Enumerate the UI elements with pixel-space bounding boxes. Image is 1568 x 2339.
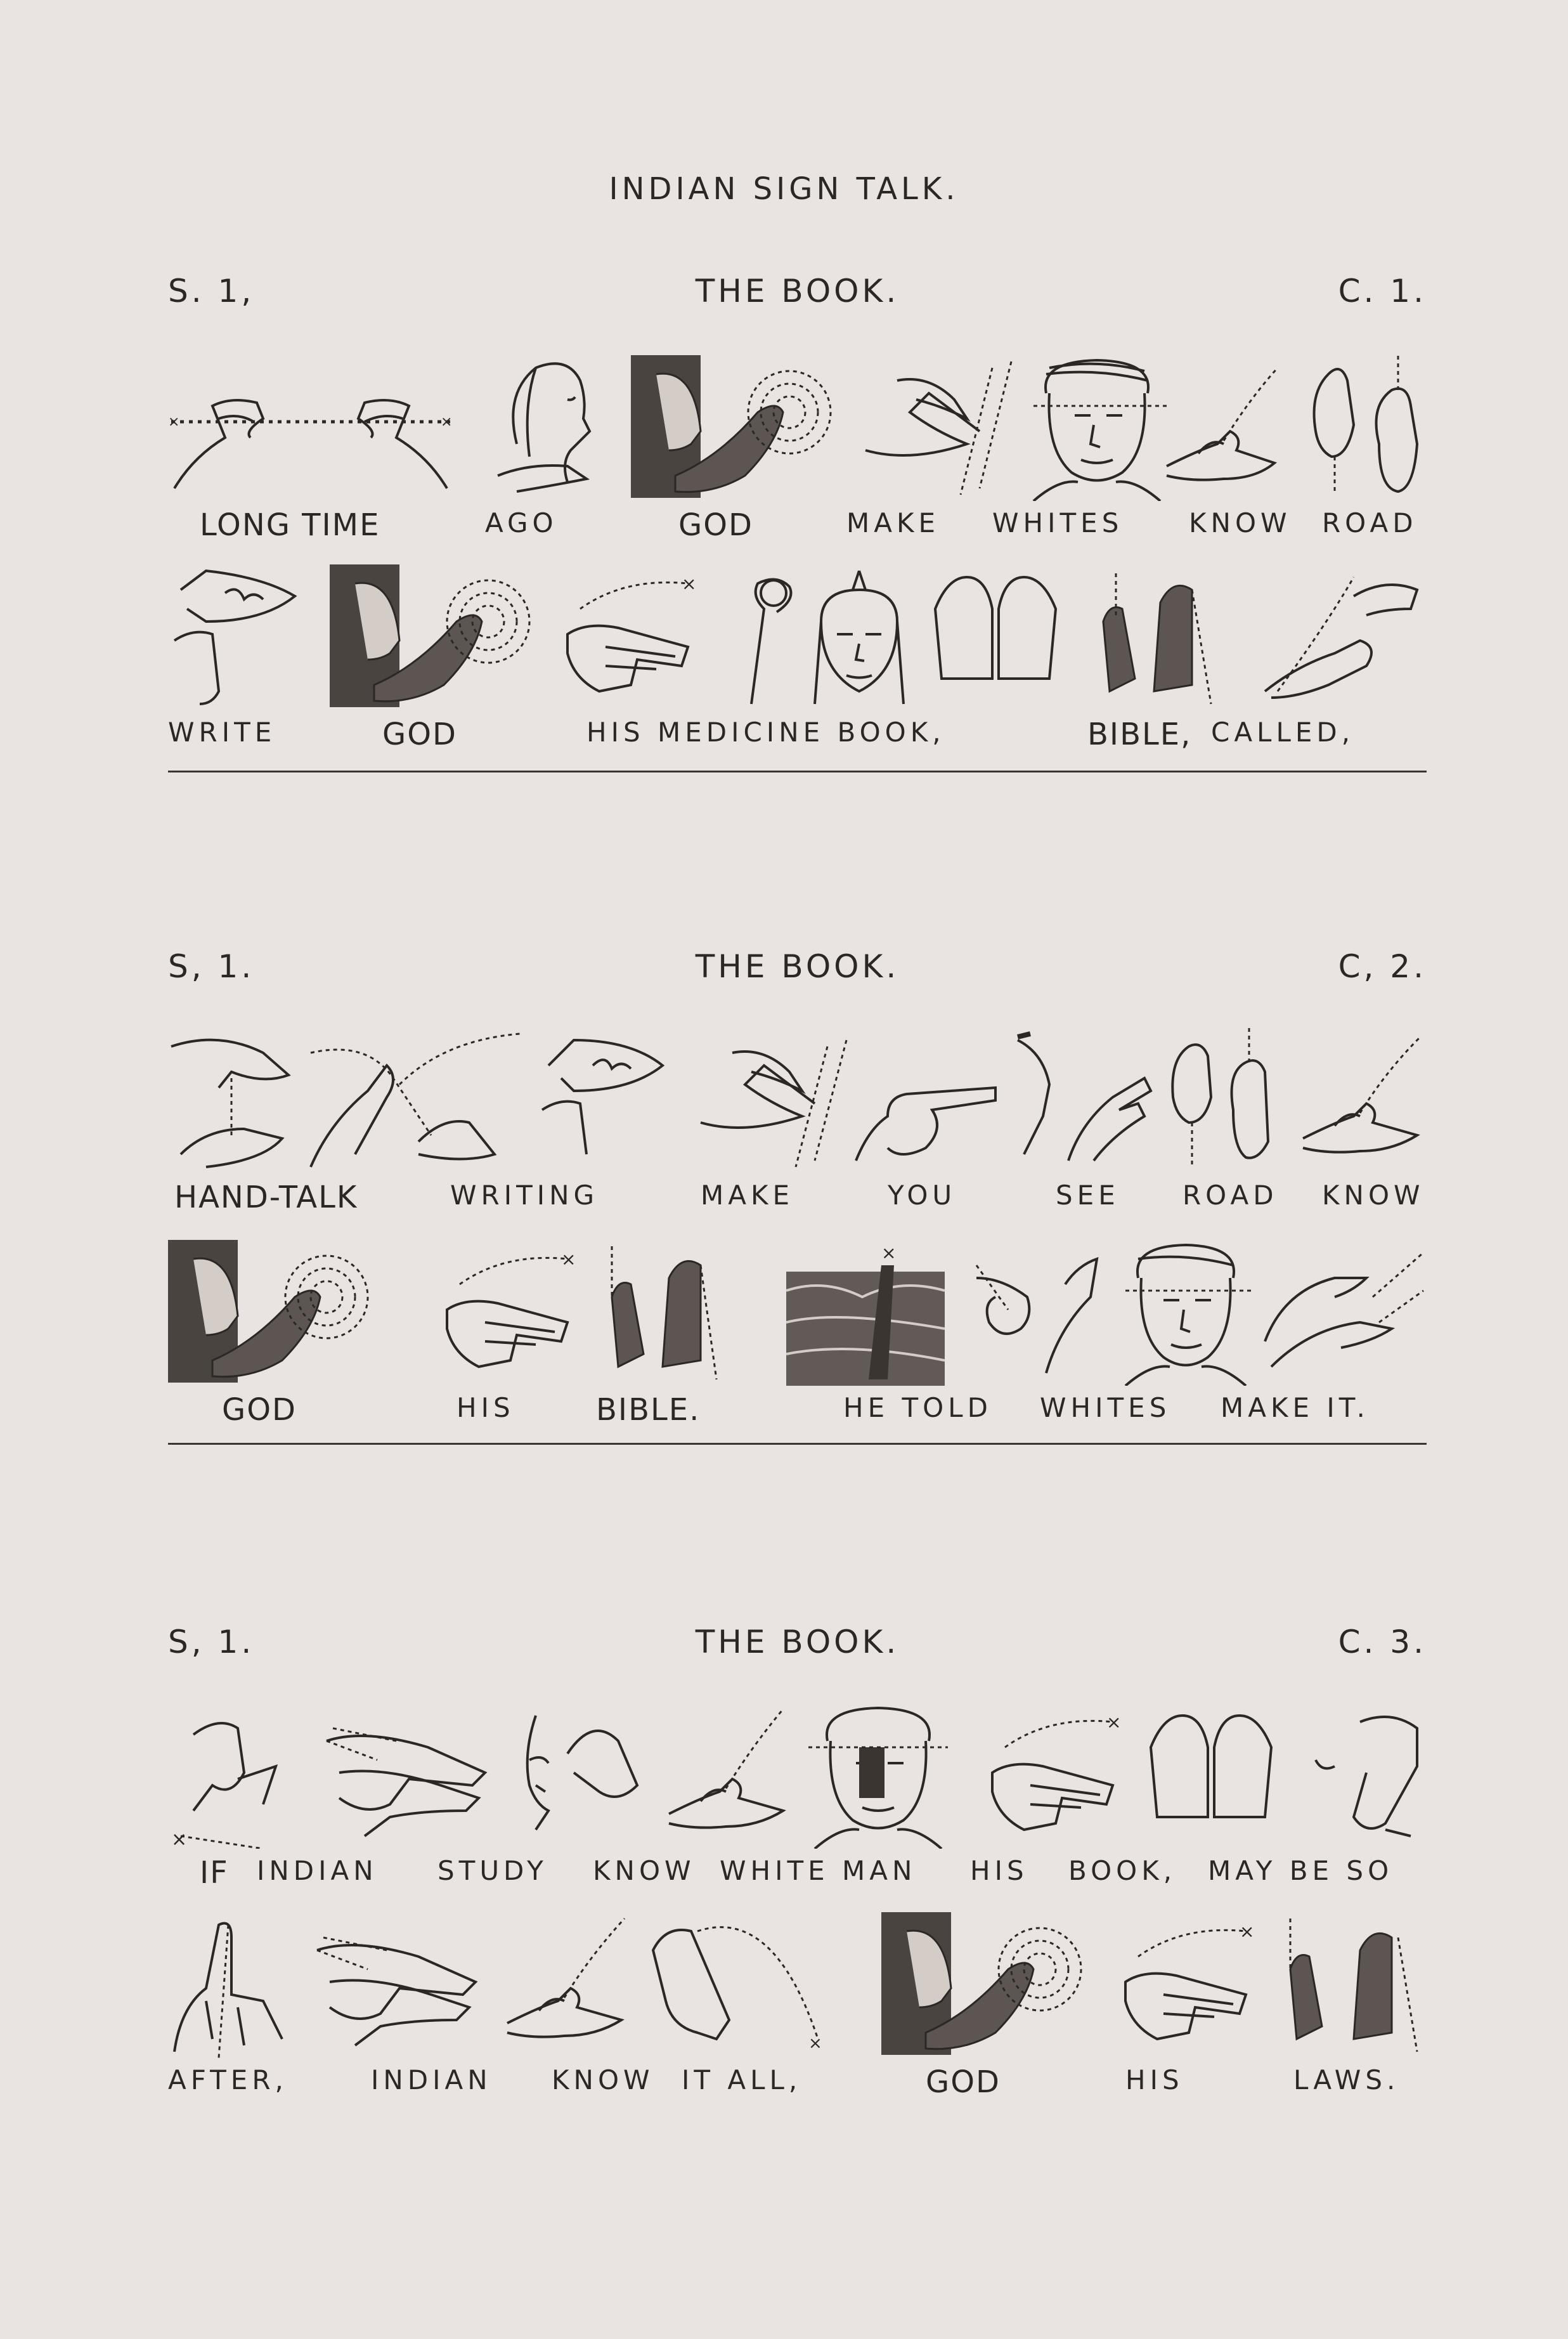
word-label: HIS [457, 1392, 515, 1423]
word-label: SEE [1056, 1180, 1120, 1211]
his-sign-icon [561, 564, 707, 710]
make-sign-icon [859, 355, 1024, 501]
chapter-number: C. 1. [1338, 273, 1427, 309]
his-sign-icon [986, 1703, 1138, 1849]
word-labels [168, 1855, 1427, 1893]
svg-text:×: × [441, 414, 453, 430]
word-label: HIS [1125, 2064, 1184, 2095]
see-sign-icon [1011, 1027, 1157, 1173]
word-label: BOOK, [1068, 1855, 1177, 1886]
write-sign-icon [168, 564, 301, 710]
word-labels [168, 717, 1427, 755]
word-labels [168, 2064, 1427, 2102]
word-label: GOD [222, 1392, 297, 1428]
word-label: KNOW [1189, 507, 1292, 538]
word-label: CALLED, [1211, 717, 1355, 748]
god-sign-icon [330, 564, 539, 710]
book-sign-icon [1144, 1703, 1284, 1849]
section-divider [168, 1443, 1427, 1445]
know-sign-icon [1160, 355, 1287, 501]
whites-sign-icon [1021, 355, 1173, 501]
make-sign-icon [694, 1027, 853, 1173]
know-sign-icon [663, 1703, 789, 1849]
told-sign-icon [970, 1240, 1106, 1386]
section-number: S, 1. [168, 1624, 255, 1660]
section-title: THE BOOK. [695, 948, 900, 985]
word-label: KNOW [552, 2064, 654, 2095]
svg-text:×: × [1240, 1921, 1255, 1942]
word-label: STUDY [437, 1855, 548, 1886]
svg-text:×: × [561, 1249, 576, 1270]
road-sign-icon [1303, 355, 1427, 501]
word-label: IF [200, 1855, 229, 1891]
hand-talk-sign-icon [304, 1027, 533, 1173]
hand-talk-sign-icon [168, 1027, 301, 1173]
sign-pictures [168, 1240, 1427, 1386]
laws-sign-icon [1284, 1912, 1427, 2058]
called-sign-icon [1259, 564, 1427, 710]
whites-sign-icon [1113, 1240, 1259, 1386]
word-labels [168, 507, 1427, 545]
svg-text:×: × [682, 573, 697, 594]
svg-text:×: × [808, 2034, 822, 2053]
section-title: THE BOOK. [695, 273, 900, 309]
word-label: HIS [970, 1855, 1028, 1886]
sign-pictures [168, 355, 1427, 501]
it-all-sign-icon [647, 1912, 831, 2058]
if-sign-icon [168, 1703, 295, 1849]
section-number: S, 1. [168, 948, 255, 985]
long-time-sign-icon [168, 355, 453, 501]
his-sign-icon [1119, 1912, 1265, 2058]
may-be-so-sign-icon [1309, 1703, 1427, 1849]
word-label: GOD [926, 2064, 1001, 2100]
god-sign-icon [168, 1240, 384, 1386]
word-label: WRITING [450, 1180, 599, 1211]
god-sign-icon [881, 1912, 1097, 2058]
svg-text:×: × [168, 414, 180, 430]
after-sign-icon [168, 1912, 295, 2058]
word-label: LONG TIME [200, 507, 380, 543]
word-label: HIS MEDICINE BOOK, [586, 717, 945, 748]
called-sign-icon [1097, 564, 1224, 710]
make-it-sign-icon [1259, 1240, 1427, 1386]
indian-sign-icon [314, 1703, 498, 1849]
word-label: WHITES [992, 507, 1124, 538]
svg-text:×: × [881, 1242, 897, 1263]
word-labels [168, 1180, 1427, 1218]
you-sign-icon [850, 1027, 1008, 1173]
word-label: IT ALL, [682, 2064, 802, 2095]
bible-sign-icon [606, 1240, 732, 1386]
white-man-sign-icon [802, 1703, 954, 1849]
word-label: MAY BE SO [1208, 1855, 1394, 1886]
section-c1 [168, 273, 1427, 818]
word-label: BIBLE, [1087, 717, 1192, 752]
word-label: BIBLE. [596, 1392, 701, 1428]
section-number: S. 1, [168, 273, 255, 309]
section-title: THE BOOK. [695, 1624, 900, 1660]
section-header [168, 273, 1427, 317]
word-labels [168, 1392, 1427, 1430]
section-c2 [168, 948, 1427, 1494]
god-sign-icon [631, 355, 840, 501]
svg-text:×: × [171, 1828, 188, 1849]
section-divider [168, 771, 1427, 772]
word-label: MAKE [701, 1180, 794, 1211]
section-header [168, 1624, 1427, 1668]
word-label: KNOW [593, 1855, 696, 1886]
sign-pictures [168, 564, 1427, 710]
word-label: GOD [382, 717, 457, 752]
section-c3 [168, 1624, 1427, 2169]
word-label: AFTER, [168, 2064, 288, 2095]
svg-text:×: × [1106, 1712, 1122, 1733]
word-label: ROAD [1322, 507, 1418, 538]
road-sign-icon [1163, 1027, 1278, 1173]
sign-pictures [168, 1027, 1427, 1173]
word-label: GOD [678, 507, 753, 543]
word-label: HAND-TALK [174, 1180, 358, 1215]
his-sign-icon [441, 1240, 586, 1386]
word-label: INDIAN [371, 2064, 492, 2095]
section-header [168, 948, 1427, 993]
bible-sign-icon [929, 564, 1062, 710]
word-label: MAKE IT. [1221, 1392, 1370, 1423]
word-label: LAWS. [1293, 2064, 1400, 2095]
word-label: WHITES [1040, 1392, 1171, 1423]
book-sign-icon [802, 564, 916, 710]
word-label: MAKE [846, 507, 940, 538]
chapter-number: C. 3. [1338, 1624, 1427, 1660]
word-label: ROAD [1182, 1180, 1278, 1211]
page-title: INDIAN SIGN TALK. [609, 171, 959, 207]
he-told-sign-icon [786, 1240, 945, 1386]
chapter-number: C, 2. [1338, 948, 1427, 985]
ago-sign-icon [491, 355, 612, 501]
study-sign-icon [510, 1703, 650, 1849]
sign-pictures [168, 1912, 1427, 2058]
word-label: WRITE [168, 717, 276, 748]
writing-sign-icon [536, 1027, 675, 1173]
word-label: KNOW [1322, 1180, 1425, 1211]
word-label: WHITE MAN [720, 1855, 917, 1886]
indian-sign-icon [304, 1912, 488, 2058]
know-sign-icon [501, 1912, 634, 2058]
word-label: INDIAN [257, 1855, 378, 1886]
word-label: YOU [888, 1180, 957, 1211]
word-label: AGO [485, 507, 558, 538]
know-sign-icon [1297, 1027, 1427, 1173]
word-label: HE TOLD [843, 1392, 992, 1423]
sign-pictures [168, 1703, 1427, 1849]
